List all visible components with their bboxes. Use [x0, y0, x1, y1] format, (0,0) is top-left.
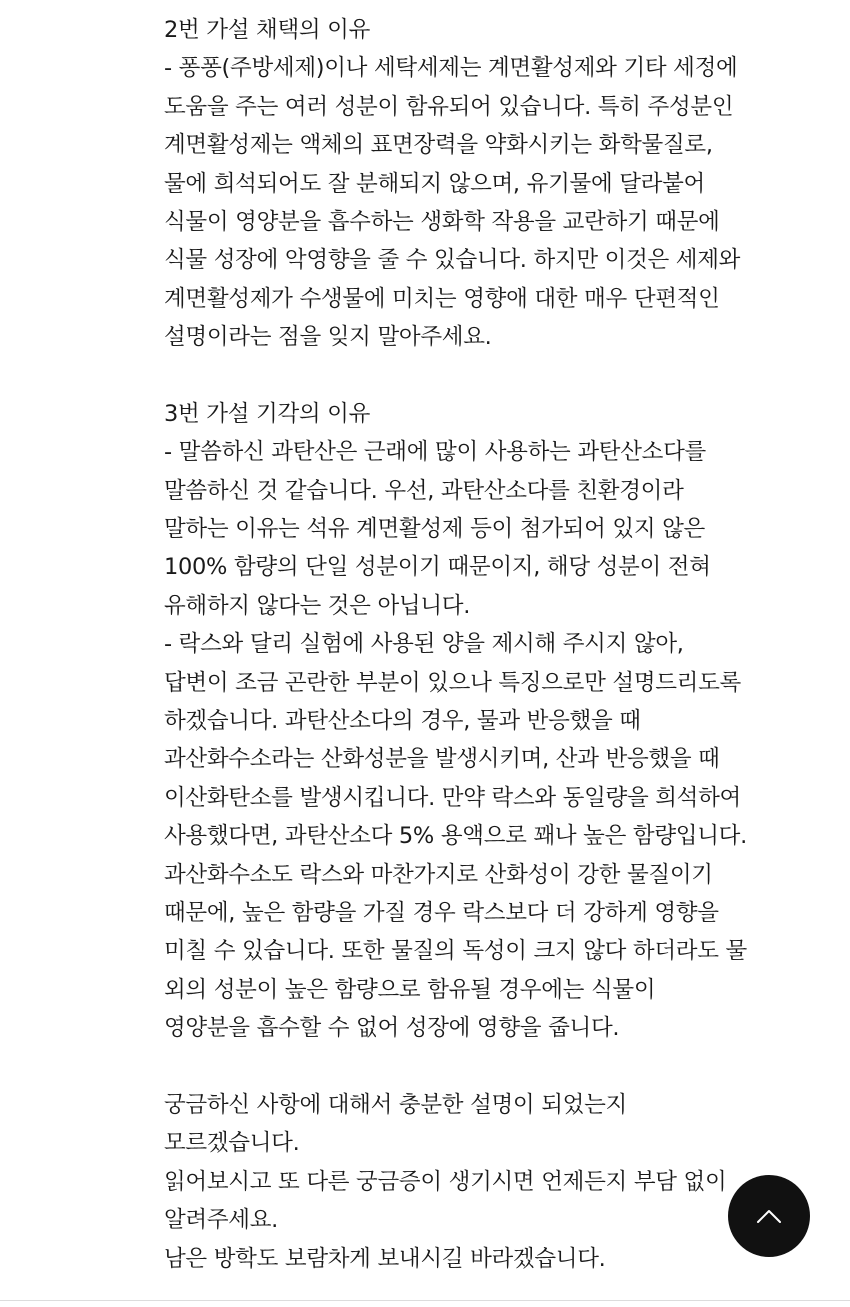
closing-line: 모르겠습니다.	[164, 1130, 300, 1157]
paragraph-line: 하겠습니다. 과탄산소다의 경우, 물과 반응했을 때	[164, 708, 641, 735]
paragraph-line: - 말씀하신 과탄산은 근래에 많이 사용하는 과탄산소다를	[164, 439, 706, 466]
section-heading-hypothesis-2: 2번 가설 채택의 이유	[164, 17, 371, 43]
closing-line: 남은 방학도 보람차게 보내시길 바라겠습니다.	[164, 1245, 606, 1272]
paragraph-line: 100% 함량의 단일 성분이기 때문이지, 해당 성분이 전혀	[164, 554, 711, 581]
answer-body	[164, 11, 824, 1278]
paragraph-line: 설명이라는 점을 잊지 말아주세요.	[164, 324, 492, 351]
bottom-divider	[0, 1300, 850, 1301]
paragraph-line: 식물이 영양분을 흡수하는 생화학 작용을 교란하기 때문에	[164, 208, 720, 235]
closing-line: 읽어보시고 또 다른 궁금증이 생기시면 언제든지 부담 없이	[164, 1168, 727, 1195]
paragraph-line: 영양분을 흡수할 수 없어 성장에 영향을 줍니다.	[164, 1015, 620, 1042]
paragraph-line: 사용했다면, 과탄산소다 5% 용액으로 꽤나 높은 함량입니다.	[164, 823, 747, 850]
paragraph-line: 유해하지 않다는 것은 아닙니다.	[164, 592, 471, 619]
paragraph-line: 외의 성분이 높은 함량으로 함유될 경우에는 식물이	[164, 976, 656, 1003]
paragraph-line: 과산화수소라는 산화성분을 발생시키며, 산과 반응했을 때	[164, 746, 720, 773]
paragraph-line: 계면활성제는 액체의 표면장력을 약화시키는 화학물질로,	[164, 132, 713, 159]
closing-line: 궁금하신 사항에 대해서 충분한 설명이 되었는지	[164, 1091, 627, 1118]
paragraph-line: - 퐁퐁(주방세제)이나 세탁세제는 계면활성제와 기타 세정에	[164, 55, 738, 82]
chevron-up-icon	[756, 1208, 782, 1224]
paragraph-line: 계면활성제가 수생물에 미치는 영향애 대한 매우 단편적인	[164, 285, 720, 312]
paragraph-line: 미칠 수 있습니다. 또한 물질의 독성이 크지 않다 하더라도 물	[164, 938, 747, 965]
paragraph-line: 때문에, 높은 함량을 가질 경우 락스보다 더 강하게 영향을	[164, 899, 719, 926]
paragraph-line: 도움을 주는 여러 성분이 함유되어 있습니다. 특히 주성분인	[164, 93, 734, 120]
paragraph-line: 과산화수소도 락스와 마찬가지로 산화성이 강한 물질이기	[164, 861, 713, 888]
section-heading-hypothesis-3: 3번 가설 기각의 이유	[164, 400, 371, 427]
paragraph-line: 말하는 이유는 석유 계면활성제 등이 첨가되어 있지 않은	[164, 516, 705, 543]
paragraph-line: 답변이 조금 곤란한 부분이 있으나 특징으로만 설명드리도록	[164, 669, 741, 696]
paragraph-spacer	[164, 357, 824, 395]
paragraph-spacer	[164, 1048, 824, 1086]
paragraph-line: 이산화탄소를 발생시킵니다. 만약 락스와 동일량을 희석하여	[164, 784, 741, 811]
paragraph-line: - 락스와 달리 실험에 사용된 양을 제시해 주시지 않아,	[164, 631, 684, 658]
scroll-to-top-button[interactable]	[728, 1175, 810, 1257]
paragraph-line: 물에 희석되어도 잘 분해되지 않으며, 유기물에 달라붙어	[164, 170, 705, 197]
paragraph-line: 말씀하신 것 같습니다. 우선, 과탄산소다를 친환경이라	[164, 477, 684, 504]
closing-line: 알려주세요.	[164, 1207, 279, 1234]
paragraph-line: 식물 성장에 악영향을 줄 수 있습니다. 하지만 이것은 세제와	[164, 247, 741, 274]
